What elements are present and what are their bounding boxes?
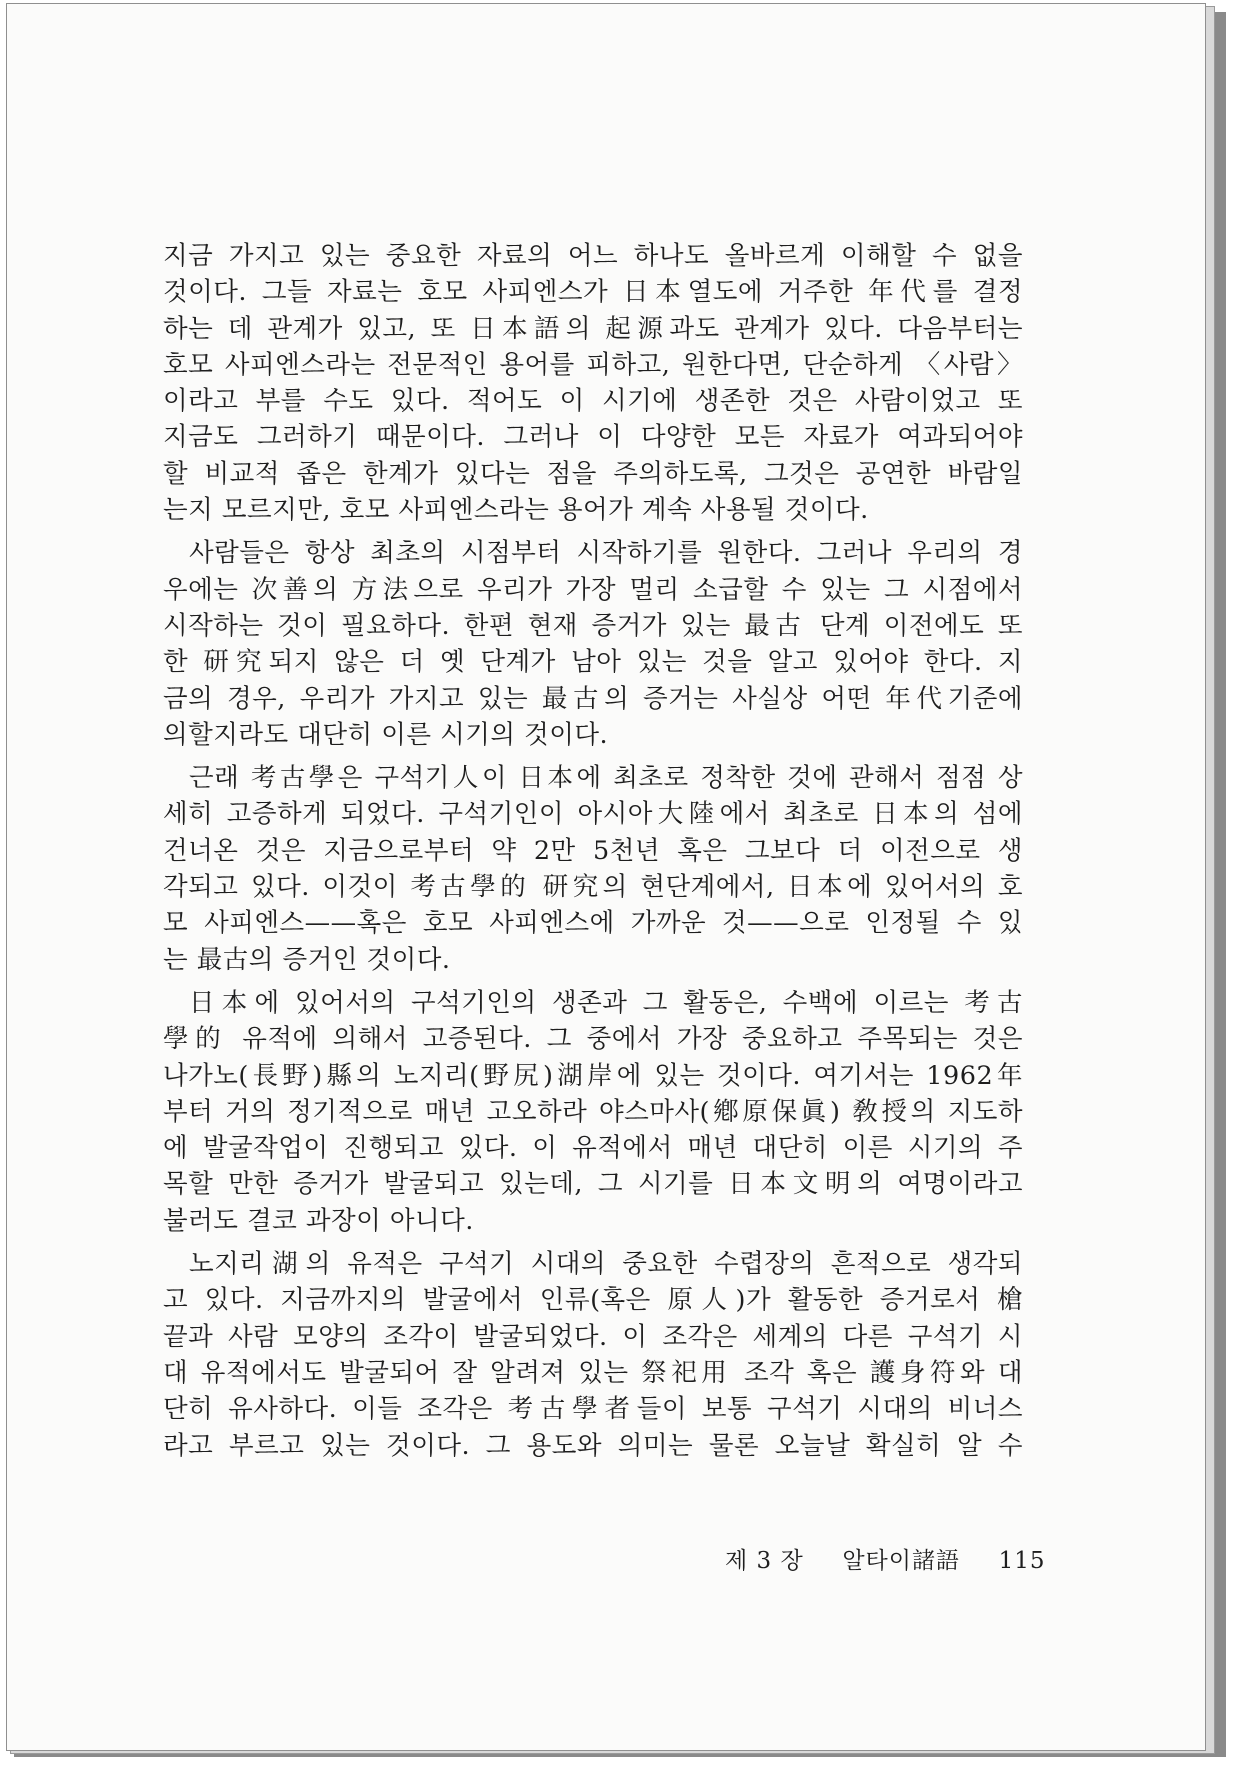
paragraph-1: [163, 238, 1023, 528]
paragraph-5: [163, 1246, 1023, 1464]
text-line: 세히 고증하게 되었다. 구석기인이 아시아大陸에서 최초로 日本의 섬에: [163, 799, 1023, 830]
text-line: 시작하는 것이 필요하다. 한편 현재 증거가 있는 最古 단계 이전에도 또: [163, 610, 1023, 641]
paragraph-2: [163, 535, 1023, 753]
text-line: 우에는 次善의 方法으로 우리가 가장 멀리 소급할 수 있는 그 시점에서: [163, 574, 1023, 605]
text-line: 단히 유사하다. 이들 조각은 考古學者들이 보통 구석기 시대의 비너스: [163, 1394, 1023, 1425]
text-line: 금의 경우, 우리가 가지고 있는 最古의 증거는 사실상 어떤 年代기준에: [163, 683, 1023, 714]
text-line: 라고 부르고 있는 것이다. 그 용도와 의미는 물론 오늘날 확실히 알 수: [163, 1430, 1023, 1461]
body-text: [163, 238, 1023, 1464]
text-line: 이라고 부를 수도 있다. 적어도 이 시기에 생존한 것은 사람이었고 또: [163, 386, 1023, 417]
paragraph-4: [163, 985, 1023, 1239]
text-line: 불러도 결코 과장이 아니다.: [163, 1205, 474, 1236]
text-line: 하는 데 관계가 있고, 또 日本語의 起源과도 관계가 있다. 다음부터는: [163, 313, 1023, 344]
text-line: 할 비교적 좁은 한계가 있다는 점을 주의하도록, 그것은 공연한 바람일: [163, 458, 1023, 489]
text-line: 모 사피엔스——혹은 호모 사피엔스에 가까운 것——으로 인정될 수 있: [163, 908, 1023, 939]
text-line: 대 유적에서도 발굴되어 잘 알려져 있는 祭祀用 조각 혹은 護身符와 대: [163, 1357, 1023, 1388]
page-number: 115: [998, 1548, 1046, 1574]
text-line: 부터 거의 정기적으로 매년 고오하라 야스마사(鄕原保眞) 敎授의 지도하: [163, 1096, 1023, 1127]
text-line: 목할 만한 증거가 발굴되고 있는데, 그 시기를 日本文明의 여명이라고: [163, 1169, 1023, 1200]
text-line: 에 발굴작업이 진행되고 있다. 이 유적에서 매년 대단히 이른 시기의 주: [163, 1133, 1023, 1164]
text-line: 것이다. 그들 자료는 호모 사피엔스가 日本열도에 거주한 年代를 결정: [163, 277, 1023, 308]
chapter-title: 알타이諸語: [842, 1548, 960, 1574]
text-line: 근래 考古學은 구석기人이 日本에 최초로 정착한 것에 관해서 점점 상: [189, 763, 1023, 794]
text-line: 고 있다. 지금까지의 발굴에서 인류(혹은 原人)가 활동한 증거로서 槍: [163, 1285, 1023, 1316]
text-line: 는지 모르지만, 호모 사피엔스라는 용어가 계속 사용될 것이다.: [163, 495, 869, 526]
text-line: 사람들은 항상 최초의 시점부터 시작하기를 원한다. 그러나 우리의 경: [189, 538, 1023, 569]
text-line: 나가노(長野)縣의 노지리(野尻)湖岸에 있는 것이다. 여기서는 1962年: [163, 1060, 1023, 1091]
text-line: 끝과 사람 모양의 조각이 발굴되었다. 이 조각은 세계의 다른 구석기 시: [163, 1321, 1023, 1352]
text-line: 는 最古의 증거인 것이다.: [163, 944, 451, 975]
paragraph-3: [163, 760, 1023, 978]
text-line: 지금 가지고 있는 중요한 자료의 어느 하나도 올바르게 이해할 수 없을: [163, 241, 1023, 271]
text-line: 건너온 것은 지금으로부터 약 2만 5천년 혹은 그보다 더 이전으로 생: [163, 835, 1023, 866]
text-line: 노지리湖의 유적은 구석기 시대의 중요한 수렵장의 흔적으로 생각되: [189, 1249, 1023, 1280]
text-line: 學的 유적에 의해서 고증된다. 그 중에서 가장 중요하고 주목되는 것은: [163, 1024, 1023, 1055]
running-footer: [725, 1542, 1046, 1575]
text-line: 의할지라도 대단히 이른 시기의 것이다.: [163, 719, 609, 750]
text-line: 호모 사피엔스라는 전문적인 용어를 피하고, 원한다면, 단순하게 〈사람〉: [163, 349, 1023, 380]
chapter-label: 제 3 장: [725, 1548, 804, 1574]
text-line: 한 研究되지 않은 더 옛 단계가 남아 있는 것을 알고 있어야 한다. 지: [163, 647, 1023, 678]
book-page: [6, 3, 1206, 1751]
text-line: 지금도 그러하기 때문이다. 그러나 이 다양한 모든 자료가 여과되어야: [163, 422, 1023, 453]
text-line: 각되고 있다. 이것이 考古學的 研究의 현단계에서, 日本에 있어서의 호: [163, 872, 1023, 903]
text-line: 日本에 있어서의 구석기인의 생존과 그 활동은, 수백에 이르는 考古: [189, 987, 1023, 1018]
